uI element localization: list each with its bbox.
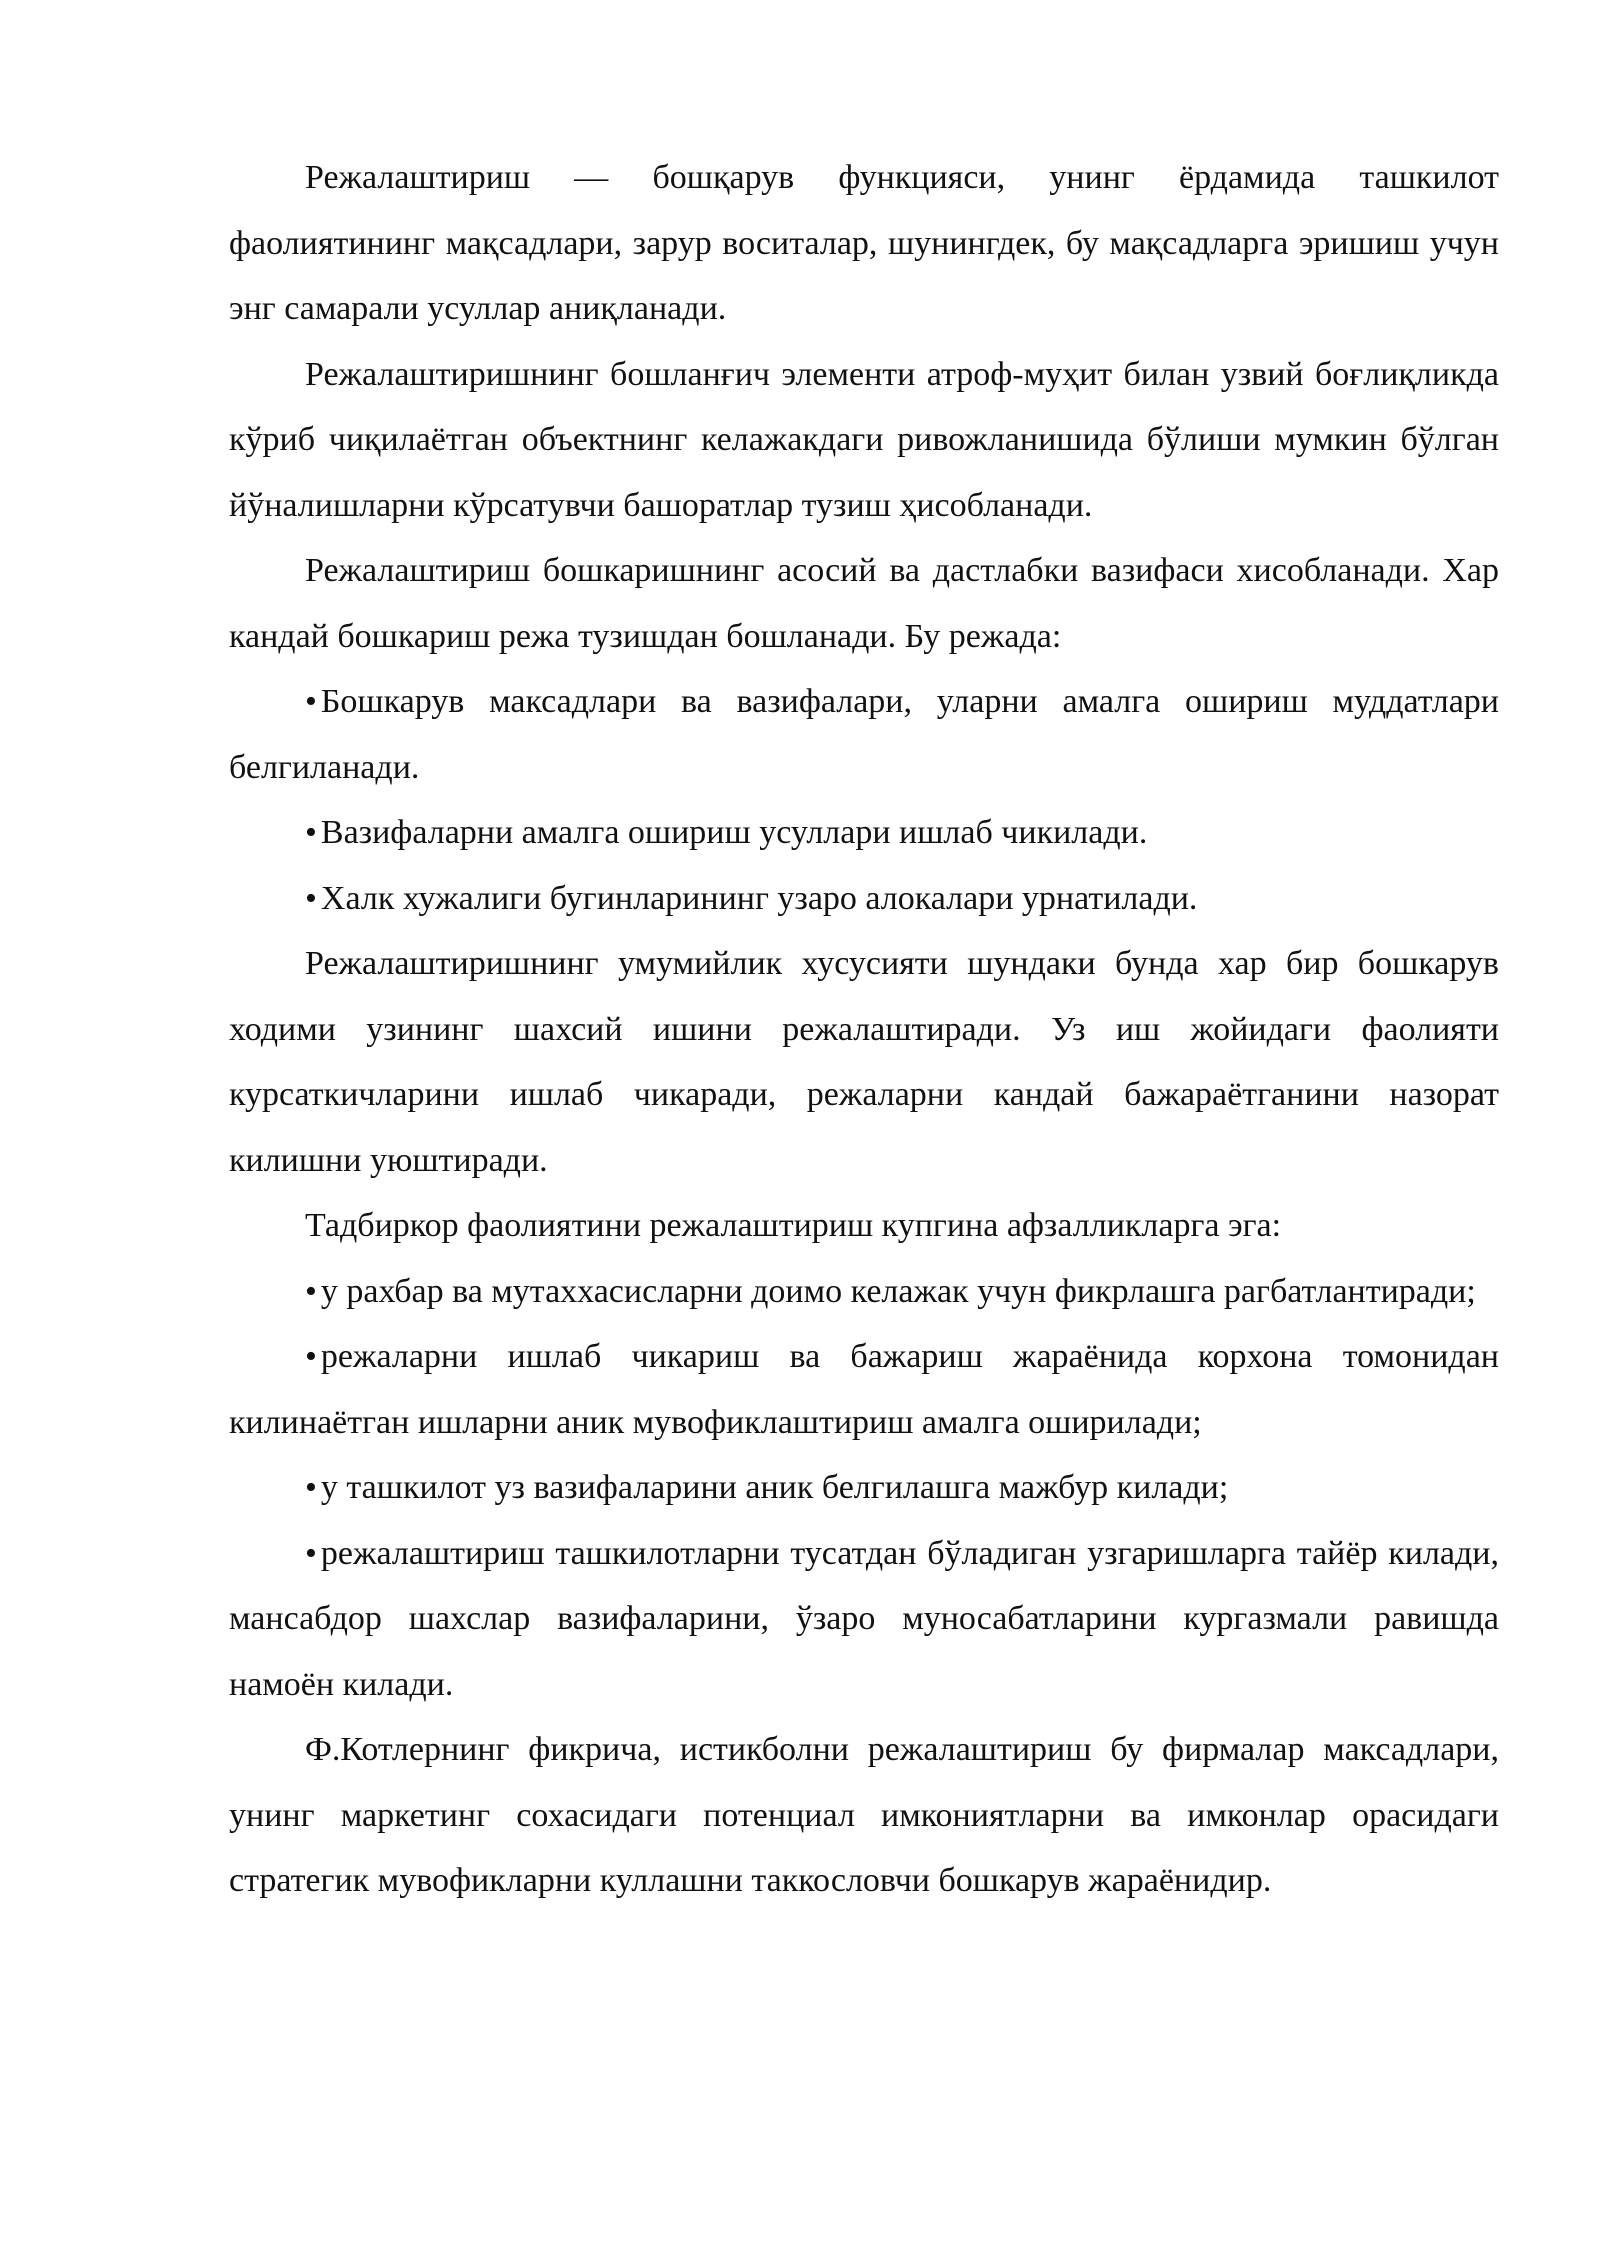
paragraph-text: Режалаштириш бошкаришнинг асосий ва дастлабки вазифаси хисобланади. Хар кандай бошкариш режа тузишдан бошланади. Бу режада: xyxy=(229,552,1499,655)
bullet-marker: • xyxy=(305,879,317,917)
paragraph-advantages-intro xyxy=(229,1193,1499,1259)
paragraph-planning-definition xyxy=(229,145,1499,342)
bullet-marker: • xyxy=(305,1534,317,1572)
list-item-methods xyxy=(229,800,1499,866)
bullet-marker: • xyxy=(305,1338,317,1375)
bullet-marker: • xyxy=(305,814,317,851)
list-item-coordination xyxy=(229,1324,1499,1455)
list-item-text: у рахбар ва мутаххасисларни доимо келажак учун фикрлашга рагбатлантиради; xyxy=(320,1272,1476,1310)
list-item-text: Бошкарув максадлари ва вазифалари, уларни амалга ошириш муддатлари белгиланади. xyxy=(229,683,1499,786)
list-item-goals xyxy=(229,669,1499,800)
paragraph-text: Режалаштиришнинг бошланғич элементи атроф-муҳит билан узвий боғлиқликда кўриб чиқилаётган объектнинг келажакдаги ривожланишида бўлиши мумкин бўлган йўналишларни кўрсатувчи башоратлар тузиш ҳисобланади. xyxy=(229,355,1499,524)
document-body xyxy=(229,145,1499,1914)
paragraph-text: Тадбиркор фаолиятини режалаштириш купгина афзалликларга эга: xyxy=(305,1207,1282,1244)
paragraph-main-task xyxy=(229,538,1499,669)
list-item-text: у ташкилот уз вазифаларини аник белгилашга мажбур килади; xyxy=(320,1469,1229,1506)
list-item-define-tasks xyxy=(229,1455,1499,1521)
list-item-text: Халк хужалиги бугинларининг узаро алокалари урнатилади. xyxy=(320,879,1198,917)
list-item-text: Вазифаларни амалга ошириш усуллари ишлаб чикилади. xyxy=(320,814,1148,851)
paragraph-kotler-quote xyxy=(229,1717,1499,1914)
bullet-marker: • xyxy=(305,1469,317,1506)
paragraph-text: Режалаштиришнинг умумийлик хусусияти шундаки бунда хар бир бошкарув ходими узининг шахсий ишини режалаштиради. Уз иш жойидаги фаолияти курсаткичларини ишлаб чикаради, режаларни кандай бажараётганини назорат килишни уюштиради. xyxy=(229,945,1499,1179)
list-item-readiness xyxy=(229,1521,1499,1718)
paragraph-universality xyxy=(229,931,1499,1193)
bullet-marker: • xyxy=(305,1272,317,1310)
paragraph-text: Ф.Котлернинг фикрича, истикболни режалаштириш бу фирмалар максадлари, унинг маркетинг сохасидаги потенциал имкониятларни ва имконлар орасидаги стратегик мувофикларни куллашни таккословчи бошкарув жараёнидир. xyxy=(229,1731,1499,1899)
paragraph-text: Режалаштириш — бошқарув функцияси, унинг ёрдамида ташкилот фаолиятининг мақсадлари, зарур воситалар, шунингдек, бу мақсадларга эришиш учун энг самарали усуллар аниқланади. xyxy=(229,159,1499,327)
list-item-future-thinking xyxy=(229,1259,1499,1325)
paragraph-forecast-element xyxy=(229,342,1499,539)
bullet-marker: • xyxy=(305,683,317,720)
list-item-text: режалаштириш ташкилотларни тусатдан бўладиган узгаришларга тайёр килади, мансабдор шахслар вазифаларини, ўзаро муносабатларини кургазмали равишда намоён килади. xyxy=(229,1534,1499,1703)
list-item-text: режаларни ишлаб чикариш ва бажариш жараёнида корхона томонидан килинаётган ишларни аник мувофиклаштириш амалга оширилади; xyxy=(229,1338,1499,1441)
list-item-links xyxy=(229,866,1499,932)
